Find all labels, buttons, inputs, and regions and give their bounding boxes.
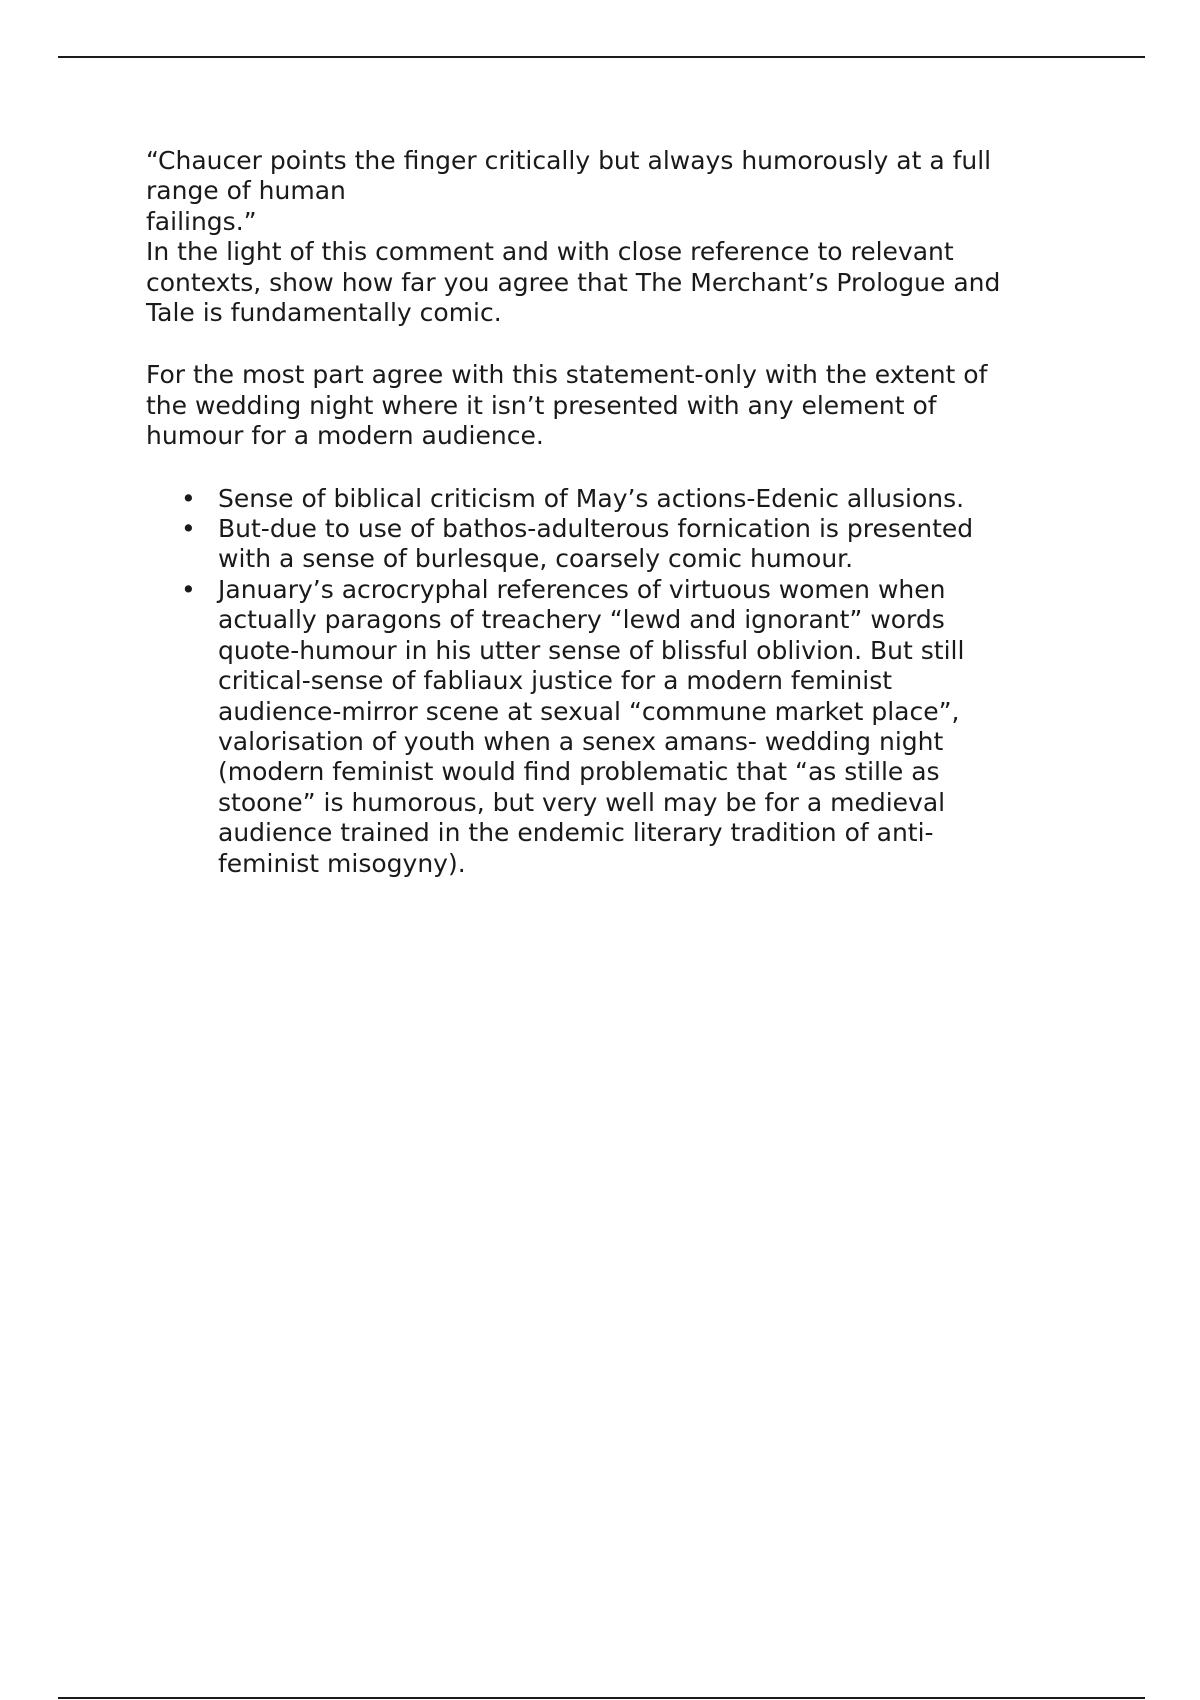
bullet-line: valorisation of youth when a senex amans- wedding night	[218, 726, 944, 756]
paragraph-spacer	[146, 328, 1066, 360]
essay-question-line: Tale is fundamentally comic.	[146, 298, 502, 328]
bullet-point	[146, 514, 1066, 575]
bullet-line: with a sense of burlesque, coarsely comic humour.	[218, 544, 854, 574]
bullet-line: feminist misogyny).	[218, 848, 466, 878]
bullet-line: actually paragons of treachery “lewd and ignorant” words	[218, 605, 945, 635]
bullet-line: But-due to use of bathos-adulterous fornication is presented	[218, 514, 974, 544]
bullet-line: stoone” is humorous, but very well may be for a medieval	[218, 787, 946, 817]
bullet-line: Sense of biblical criticism of May’s actions-Edenic allusions.	[218, 483, 965, 513]
bullet-icon: •	[181, 483, 196, 513]
essay-question	[146, 237, 1066, 328]
bullet-line: quote-humour in his utter sense of blissful oblivion. But still	[218, 635, 965, 665]
intro-paragraph	[146, 360, 1066, 451]
essay-question-line: In the light of this comment and with close reference to relevant	[146, 237, 954, 267]
essay-quote-line: range of human	[146, 176, 346, 206]
essay-quote	[146, 146, 1066, 237]
bottom-rule	[58, 1697, 1145, 1699]
top-rule	[58, 56, 1145, 58]
bullet-icon: •	[181, 514, 196, 544]
intro-line: For the most part agree with this statement-only with the extent of	[146, 360, 988, 390]
intro-line: humour for a modern audience.	[146, 421, 544, 451]
bullet-list	[146, 484, 1066, 879]
bullet-point	[146, 575, 1066, 879]
bullet-line: January’s acrocryphal references of virtuous women when	[218, 574, 946, 604]
essay-quote-line: failings.”	[146, 206, 257, 236]
essay-question-line: contexts, show how far you agree that The Merchant’s Prologue and	[146, 267, 1001, 297]
bullet-line: audience trained in the endemic literary tradition of anti-	[218, 818, 934, 848]
essay-quote-line: “Chaucer points the finger critically but always humorously at a full	[146, 146, 992, 175]
bullet-line: (modern feminist would find problematic that “as stille as	[218, 757, 940, 787]
bullet-line: critical-sense of fabliaux justice for a modern feminist	[218, 666, 893, 696]
bullet-point	[146, 484, 1066, 514]
document-body	[146, 146, 1066, 879]
paragraph-spacer	[146, 452, 1066, 484]
intro-line: the wedding night where it isn’t presented with any element of	[146, 390, 937, 420]
bullet-icon: •	[181, 574, 196, 604]
bullet-line: audience-mirror scene at sexual “commune market place”,	[218, 696, 960, 726]
